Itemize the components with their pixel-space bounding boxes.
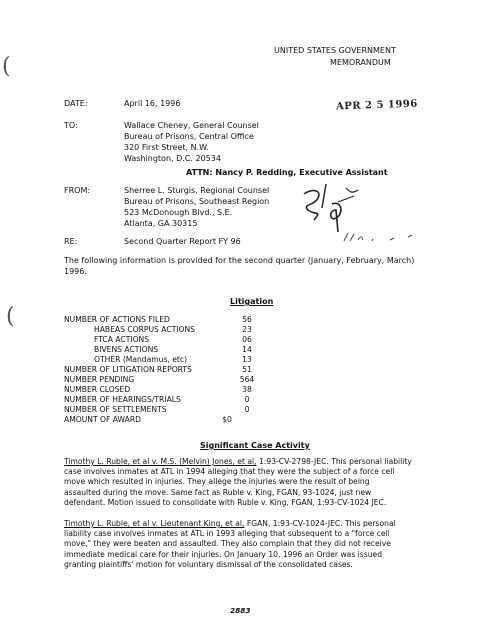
lit-row-reports: NUMBER OF LITIGATION REPORTS [64,365,192,374]
case-2-line-1: FGAN, 1:93-CV-1024-JEC. This personal [244,519,396,528]
to-label: TO: [64,121,78,130]
lit-value-settlements: 0 [244,405,250,414]
re-value: Second Quarter Report FY 96 [124,237,241,246]
lit-value-ftca: 06 [242,335,252,344]
from-line-4: Atlanta, GA 30315 [124,219,198,228]
lit-row-award: AMOUNT OF AWARD [64,415,141,424]
case-paragraph-1 [64,457,484,508]
case-1-line-3: move which resulted in injuries. They allege the injuries were the result of being [64,477,370,487]
memo-header-line2: MEMORANDUM [330,58,391,67]
lit-value-reports: 51 [242,365,252,374]
lit-value-hearings: 0 [244,395,250,404]
page-number: 2883 [230,606,251,615]
lit-value-award: $0 [222,415,232,424]
lit-row-other: OTHER (Mandamus, etc) [94,355,188,364]
lit-value-closed: 38 [242,385,252,394]
litigation-heading: Litigation [230,297,274,306]
lit-row-habeas: HABEAS CORPUS ACTIONS [94,325,195,334]
to-line-2: Bureau of Prisons, Central Office [124,132,254,141]
lit-value-pending: 564 [239,375,255,384]
intro-line-2: 1996. [64,267,87,276]
margin-mark-middle: ( [6,304,15,329]
case-2-line-5: granting plaintiffs' motion for voluntary dismissal of the consolidated cases. [64,559,353,569]
from-line-2: Bureau of Prisons, Southeast Region [124,197,270,206]
lit-row-bivens: BIVENS ACTIONS [94,345,159,354]
memo-header-line1: UNITED STATES GOVERNMENT [274,46,396,55]
to-line-1: Wallace Cheney, General Counsel [124,121,259,130]
lit-row-pending: NUMBER PENDING [64,375,135,384]
lit-value-other: 13 [242,355,252,364]
lit-row-closed: NUMBER CLOSED [64,385,131,394]
case-paragraph-2 [64,519,484,570]
from-line-1: Sherree L. Sturgis, Regional Counsel [124,186,270,195]
lit-value-actions-filed: 56 [242,315,252,324]
from-label: FROM: [64,186,91,195]
handwritten-scribble [342,231,422,245]
received-date-stamp: APR 2 5 1996 [335,98,418,113]
date-value: April 16, 1996 [124,99,181,108]
case-1-caption: Timothy L. Ruble, et al v. M.S. (Melvin) Jones, et al, [64,457,257,466]
case-1-line-4: assaulted during the move. Same fact as Ruble v. King, FGAN, 93-1024, just new [64,487,372,497]
attn-line: ATTN: Nancy P. Redding, Executive Assistant [186,168,388,177]
from-line-3: 523 McDonough Blvd., S.E. [124,208,233,217]
case-1-line-1: 1:93-CV-2798-JEC. This personal liability [256,457,412,466]
case-2-line-4: immediate medical care for their injuries. On January 10, 1996 an Order was issued [64,549,383,559]
case-1-line-2: case involves inmates at ATL in 1994 alleging that they were the subject of a force cell [64,467,395,477]
lit-value-habeas: 23 [242,325,252,334]
significant-case-heading: Significant Case Activity [200,441,310,450]
to-line-3: 320 First Street, N.W. [124,143,209,152]
case-2-caption: Timothy L. Ruble, et al v. Lieutenant King, et al, [64,519,245,528]
lit-row-actions-filed: NUMBER OF ACTIONS FILED [64,315,170,324]
intro-line-1: The following information is provided for the second quarter (January, February, March) [64,256,415,265]
lit-value-bivens: 14 [242,345,252,354]
case-2-line-2: liability case involves inmates at ATL in 1993 alleging that subsequent to a "force cell [64,529,390,539]
re-label: RE: [64,237,78,246]
lit-row-settlements: NUMBER OF SETTLEMENTS [64,405,167,414]
lit-row-ftca: FTCA ACTIONS [94,335,150,344]
margin-mark-top: ( [2,54,11,79]
date-label: DATE: [64,99,88,108]
case-1-line-5: defendant. Motion issued to consolidate with Ruble v. King, FGAN, 1:93-CV-1024 JEC. [64,497,387,507]
to-line-4: Washington, D.C. 20534 [124,154,221,163]
lit-row-hearings: NUMBER OF HEARINGS/TRIALS [64,395,181,404]
case-2-line-3: move," they were beaten and assaulted. They also complain that they did not receive [64,539,391,549]
